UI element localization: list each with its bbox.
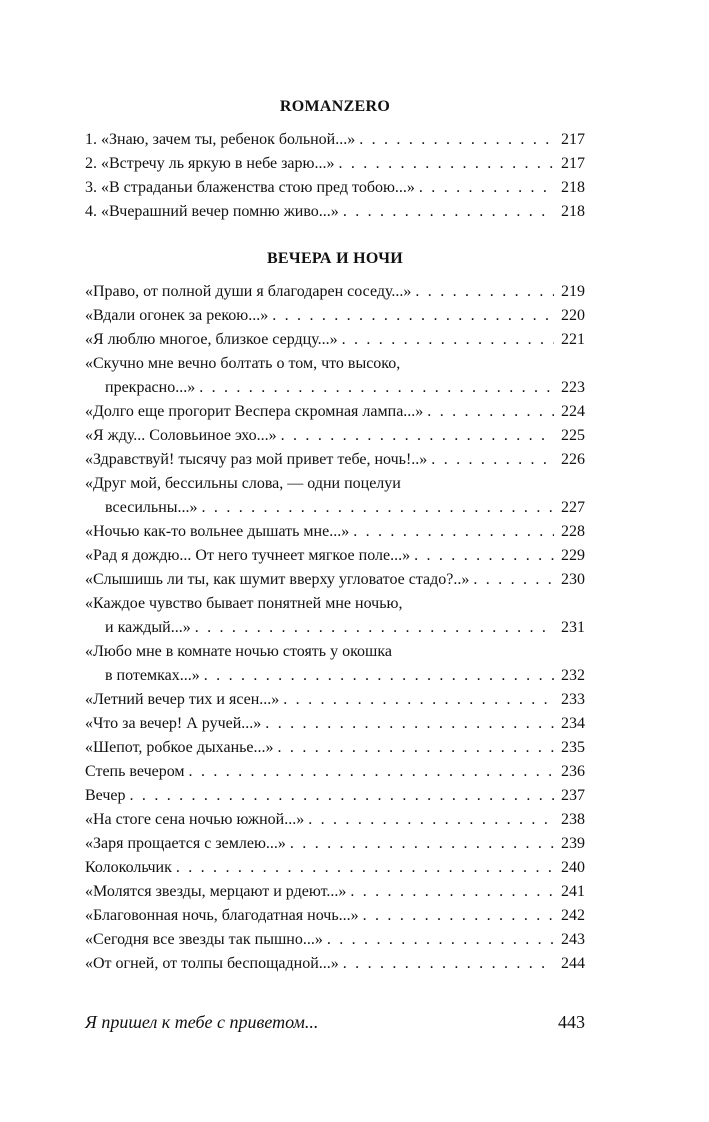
section-title: ВЕЧЕРА И НОЧИ	[266, 250, 404, 267]
toc-entry-line	[85, 520, 585, 544]
toc-entry	[85, 880, 585, 904]
toc-entry-title: «Друг мой, бессильны слова, — одни поцелуи	[85, 475, 401, 492]
toc-entry-title: «Благовонная ночь, благодатная ночь...»	[85, 907, 359, 924]
toc-entry-title: Колокольчик	[85, 859, 172, 876]
toc-entry	[85, 544, 585, 568]
toc-entry	[85, 640, 585, 688]
toc-entry-title: 2. «Встречу ль яркую в небе зарю...»	[85, 155, 335, 172]
leader-dots	[283, 688, 554, 712]
toc-entry-title: «Что за вечер! А ручей...»	[85, 715, 262, 732]
toc-entry-title: «Рад я дождю... От него тучнеет мягкое поле...»	[85, 547, 411, 564]
leader-dots	[414, 544, 554, 568]
toc-entry-line	[85, 760, 585, 784]
toc-entry-line	[85, 328, 585, 352]
toc-page-number: 227	[561, 499, 585, 516]
toc-entry-line	[85, 128, 585, 152]
toc-entry	[85, 472, 585, 520]
toc-page-number: 239	[561, 835, 585, 852]
leader-dots	[419, 176, 554, 200]
leader-dots	[415, 280, 554, 304]
toc-page-number: 231	[561, 619, 585, 636]
table-of-contents	[85, 92, 585, 976]
leader-dots	[176, 856, 554, 880]
toc-entry-title: «Я люблю многое, близкое сердцу...»	[85, 331, 338, 348]
section-spacer	[85, 224, 585, 244]
leader-dots	[327, 928, 554, 952]
toc-page-number: 242	[561, 907, 585, 924]
toc-page-number: 221	[561, 331, 585, 348]
toc-entry-line	[85, 664, 585, 688]
toc-entry	[85, 712, 585, 736]
toc-page-number: 235	[561, 739, 585, 756]
leader-dots	[265, 712, 554, 736]
toc-entry-title: 3. «В страданьи блаженства стою пред тобою...»	[85, 179, 415, 196]
toc-entry	[85, 736, 585, 760]
toc-entry-line	[85, 376, 585, 400]
toc-entry-line	[85, 880, 585, 904]
leader-dots	[473, 568, 554, 592]
toc-page-number: 223	[561, 379, 585, 396]
toc-entry-line	[85, 688, 585, 712]
section-title: ROMANZERO	[279, 98, 391, 115]
leader-dots	[204, 664, 554, 688]
toc-entry	[85, 760, 585, 784]
toc-entry-title: «Каждое чувство бывает понятней мне ночью,	[85, 595, 403, 612]
leader-dots	[189, 760, 554, 784]
toc-entry-title: «Шепот, робкое дыханье...»	[85, 739, 274, 756]
toc-entry-title: «От огней, от толпы беспощадной...»	[85, 955, 339, 972]
toc-entry-title: 1. «Знаю, зачем ты, ребенок больной...»	[85, 131, 356, 148]
toc-entry-line	[85, 424, 585, 448]
toc-entry-title: «Ночью как-то вольнее дышать мне...»	[85, 523, 350, 540]
toc-entry	[85, 400, 585, 424]
leader-dots	[290, 832, 554, 856]
page-footer	[85, 1012, 585, 1033]
leader-dots	[350, 880, 554, 904]
toc-entry-line	[85, 928, 585, 952]
leader-dots	[343, 952, 554, 976]
toc-page-number: 217	[561, 155, 585, 172]
toc-page-number: 220	[561, 307, 585, 324]
toc-entry-title: всесильны...»	[105, 499, 198, 516]
leader-dots	[199, 376, 554, 400]
toc-entry-line	[85, 472, 585, 496]
toc-entry	[85, 424, 585, 448]
toc-entry-title: Вечер	[85, 787, 126, 804]
toc-page-number: 243	[561, 931, 585, 948]
toc-entry-line	[85, 200, 585, 224]
leader-dots	[353, 520, 554, 544]
leader-dots	[272, 304, 554, 328]
toc-entry-title: «На стоге сена ночью южной...»	[85, 811, 305, 828]
toc-page-number: 228	[561, 523, 585, 540]
toc-entry-line	[85, 952, 585, 976]
toc-entry-title: «Летний вечер тих и ясен...»	[85, 691, 280, 708]
toc-entry-title: и каждый...»	[105, 619, 191, 636]
toc-entry-title: Степь вечером	[85, 763, 185, 780]
leader-dots	[308, 808, 554, 832]
leader-dots	[281, 424, 554, 448]
leader-dots	[363, 904, 554, 928]
toc-entry-title: «Долго еще прогорит Веспера скромная лампа...»	[85, 403, 424, 420]
toc-entry	[85, 856, 585, 880]
toc-page-number: 233	[561, 691, 585, 708]
toc-page-number: 224	[561, 403, 585, 420]
toc-page-number: 244	[561, 955, 585, 972]
toc-entry	[85, 952, 585, 976]
toc-entry	[85, 448, 585, 472]
leader-dots	[202, 496, 554, 520]
toc-entry	[85, 904, 585, 928]
toc-entry-title: «Вдали огонек за рекою...»	[85, 307, 269, 324]
toc-entry-title: «Я жду... Соловьиное эхо...»	[85, 427, 277, 444]
toc-entry-line	[85, 152, 585, 176]
toc-entry-line	[85, 904, 585, 928]
toc-entry-title: «Скучно мне вечно болтать о том, что высоко,	[85, 355, 401, 372]
toc-entry	[85, 928, 585, 952]
leader-dots	[195, 616, 554, 640]
toc-entry	[85, 176, 585, 200]
toc-entry-title: «Право, от полной души я благодарен соседу...»	[85, 283, 412, 300]
leader-dots	[427, 400, 554, 424]
toc-page-number: 236	[561, 763, 585, 780]
toc-page-number: 241	[561, 883, 585, 900]
toc-entry-line	[85, 736, 585, 760]
toc-entry-line	[85, 856, 585, 880]
toc-entry-line	[85, 400, 585, 424]
toc-entry-line	[85, 640, 585, 664]
toc-entry-line	[85, 448, 585, 472]
toc-entry-title: «Любо мне в комнате ночью стоять у окошка	[85, 643, 392, 660]
toc-entry-line	[85, 176, 585, 200]
toc-page-number: 230	[561, 571, 585, 588]
toc-page-number: 217	[561, 131, 585, 148]
toc-entry-line	[85, 304, 585, 328]
toc-entry	[85, 352, 585, 400]
toc-entry-title: «Слышишь ли ты, как шумит вверху угловатое стадо?..»	[85, 571, 470, 588]
toc-page-number: 238	[561, 811, 585, 828]
toc-entry	[85, 128, 585, 152]
footer-page-number: 443	[558, 1012, 585, 1032]
toc-entry-title: в потемках...»	[105, 667, 200, 684]
leader-dots	[359, 128, 554, 152]
toc-entry-line	[85, 712, 585, 736]
leader-dots	[431, 448, 554, 472]
toc-entry-line	[85, 832, 585, 856]
toc-entry-line	[85, 496, 585, 520]
toc-entry	[85, 152, 585, 176]
toc-entry	[85, 304, 585, 328]
toc-entry	[85, 568, 585, 592]
toc-page-number: 226	[561, 451, 585, 468]
toc-entry-title: «Здравствуй! тысячу раз мой привет тебе, ночь!..»	[85, 451, 428, 468]
leader-dots	[130, 784, 554, 808]
toc-entry-title: «Сегодня все звезды так пышно...»	[85, 931, 323, 948]
toc-entry-line	[85, 592, 585, 616]
toc-page-number: 234	[561, 715, 585, 732]
toc-entry-line	[85, 544, 585, 568]
toc-page-number: 218	[561, 179, 585, 196]
toc-entry-title: прекрасно...»	[105, 379, 196, 396]
leader-dots	[338, 152, 554, 176]
toc-entry	[85, 520, 585, 544]
toc-page-number: 240	[561, 859, 585, 876]
toc-entry-line	[85, 568, 585, 592]
toc-page-number: 237	[561, 787, 585, 804]
leader-dots	[278, 736, 554, 760]
toc-entry	[85, 832, 585, 856]
toc-entry-line	[85, 784, 585, 808]
toc-entry	[85, 328, 585, 352]
toc-entry	[85, 688, 585, 712]
leader-dots	[343, 200, 554, 224]
leader-dots	[342, 328, 554, 352]
toc-entry	[85, 784, 585, 808]
toc-entry-line	[85, 280, 585, 304]
toc-page-number: 218	[561, 203, 585, 220]
toc-page-number: 219	[561, 283, 585, 300]
toc-entry	[85, 200, 585, 224]
toc-entry-title: 4. «Вчерашний вечер помню живо...»	[85, 203, 339, 220]
toc-entry-line	[85, 616, 585, 640]
toc-entry-title: «Молятся звезды, мерцают и рдеют...»	[85, 883, 347, 900]
toc-entry	[85, 808, 585, 832]
running-title: Я пришел к тебе с приветом...	[85, 1012, 319, 1032]
toc-entry-line	[85, 808, 585, 832]
toc-entry	[85, 592, 585, 640]
toc-entry	[85, 280, 585, 304]
toc-page-number: 225	[561, 427, 585, 444]
toc-page-number: 232	[561, 667, 585, 684]
toc-entry-line	[85, 352, 585, 376]
toc-page-number: 229	[561, 547, 585, 564]
toc-entry-title: «Заря прощается с землею...»	[85, 835, 286, 852]
